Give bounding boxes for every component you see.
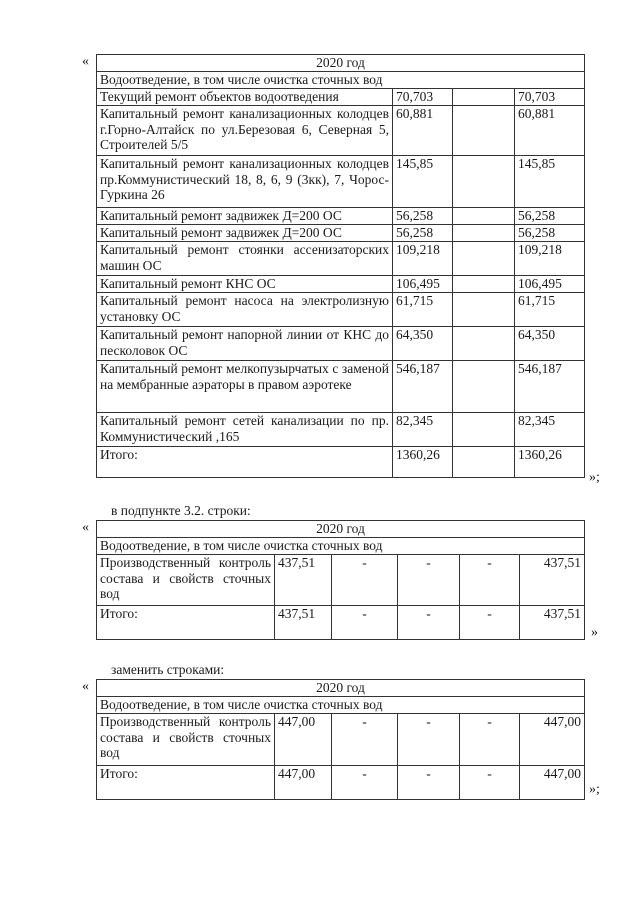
total-value: 437,51 (520, 606, 585, 640)
row-value: 447,00 (520, 714, 585, 766)
row-value: 70,703 (393, 89, 453, 106)
close-quote: » (591, 625, 598, 640)
row-dash: - (332, 555, 398, 606)
table-row (97, 413, 585, 447)
row-value: 70,703 (515, 89, 585, 106)
total-value: 1360,26 (515, 447, 585, 478)
row-dash: - (398, 766, 460, 800)
row-empty (453, 327, 515, 361)
row-dash: - (460, 766, 520, 800)
row-empty (453, 225, 515, 242)
row-dash: - (460, 606, 520, 640)
open-quote: « (82, 679, 89, 694)
row-dash: - (398, 555, 460, 606)
row-value: 64,350 (393, 327, 453, 361)
table-row (97, 361, 585, 413)
row-value: 109,218 (393, 242, 453, 276)
table-2020-main (96, 54, 585, 478)
row-desc: Капитальный ремонт сетей канализации по пр. Коммунистический ,165 (97, 413, 393, 447)
section-title: Водоотведение, в том числе очистка сточных вод (97, 697, 585, 714)
total-row (97, 447, 585, 478)
table-row (97, 208, 585, 225)
row-value: 109,218 (515, 242, 585, 276)
table-row (97, 293, 585, 327)
total-value: 447,00 (275, 766, 332, 800)
section-title: Водоотведение, в том числе очистка сточных вод (97, 538, 585, 555)
row-value: 64,350 (515, 327, 585, 361)
row-empty (453, 106, 515, 156)
row-value: 437,51 (520, 555, 585, 606)
row-desc: Капитальный ремонт канализационных колодцев пр.Коммунистический 18, 8, 6, 9 (3кк), 7, Чорос-Гуркина 26 (97, 156, 393, 208)
row-value: 61,715 (515, 293, 585, 327)
total-label: Итого: (97, 606, 275, 640)
row-dash: - (398, 714, 460, 766)
table-row (97, 89, 585, 106)
row-dash: - (460, 714, 520, 766)
row-value: 82,345 (393, 413, 453, 447)
table-row (97, 156, 585, 208)
row-dash: - (398, 606, 460, 640)
table-row (97, 276, 585, 293)
row-value: 145,85 (393, 156, 453, 208)
row-value: 61,715 (393, 293, 453, 327)
row-desc: Капитальный ремонт мелкопузырчатых с заменой на мембранные аэраторы в правом аэротеке (97, 361, 393, 413)
row-empty (453, 447, 515, 478)
row-desc: Капитальный ремонт задвижек Д=200 ОС (97, 208, 393, 225)
row-empty (453, 242, 515, 276)
table-2020-old-rows (96, 520, 585, 640)
row-desc: Капитальный ремонт напорной линии от КНС до песколовок ОС (97, 327, 393, 361)
row-value: 106,495 (515, 276, 585, 293)
table-2020-new-rows (96, 679, 585, 800)
row-value: 82,345 (515, 413, 585, 447)
table-header: 2020 год (97, 680, 585, 697)
table-header: 2020 год (97, 55, 585, 72)
total-label: Итого: (97, 447, 393, 478)
total-label: Итого: (97, 766, 275, 800)
total-value: 437,51 (275, 606, 332, 640)
total-value: 1360,26 (393, 447, 453, 478)
total-row (97, 606, 585, 640)
row-value: 145,85 (515, 156, 585, 208)
row-empty (453, 89, 515, 106)
row-value: 546,187 (393, 361, 453, 413)
table-row (97, 242, 585, 276)
row-desc: Текущий ремонт объектов водоотведения (97, 89, 393, 106)
table-row (97, 225, 585, 242)
row-empty (453, 361, 515, 413)
row-value: 56,258 (393, 208, 453, 225)
row-desc: Капитальный ремонт насоса на электролизную установку ОС (97, 293, 393, 327)
row-desc: Капитальный ремонт задвижек Д=200 ОС (97, 225, 393, 242)
row-value: 106,495 (393, 276, 453, 293)
row-value: 437,51 (275, 555, 332, 606)
table-row (97, 106, 585, 156)
open-quote: « (82, 54, 89, 69)
row-value: 447,00 (275, 714, 332, 766)
close-quote: »; (589, 470, 600, 485)
row-empty (453, 276, 515, 293)
row-empty (453, 208, 515, 225)
row-desc: Капитальный ремонт КНС ОС (97, 276, 393, 293)
row-dash: - (332, 606, 398, 640)
row-dash: - (460, 555, 520, 606)
table-row (97, 714, 585, 766)
row-empty (453, 293, 515, 327)
row-value: 56,258 (393, 225, 453, 242)
open-quote: « (82, 520, 89, 535)
total-value: 447,00 (520, 766, 585, 800)
table-header: 2020 год (97, 521, 585, 538)
row-value: 546,187 (515, 361, 585, 413)
row-desc: Производственный контроль состава и свойств сточных вод (97, 555, 275, 606)
row-value: 60,881 (393, 106, 453, 156)
row-empty (453, 156, 515, 208)
row-value: 60,881 (515, 106, 585, 156)
row-desc: Капитальный ремонт канализационных колодцев г.Горно-Алтайск по ул.Березовая 6, Северная 5, Строителей 5/5 (97, 106, 393, 156)
row-dash: - (332, 714, 398, 766)
paragraph-intro-replace-from: в подпункте 3.2. строки: (111, 503, 251, 518)
row-value: 56,258 (515, 225, 585, 242)
section-title: Водоотведение, в том числе очистка сточных вод (97, 72, 585, 89)
row-empty (453, 413, 515, 447)
paragraph-intro-replace-with: заменить строками: (111, 662, 225, 677)
total-row (97, 766, 585, 800)
close-quote: »; (589, 782, 600, 797)
row-value: 56,258 (515, 208, 585, 225)
row-desc: Производственный контроль состава и свойств сточных вод (97, 714, 275, 766)
row-dash: - (332, 766, 398, 800)
table-row (97, 327, 585, 361)
table-row (97, 555, 585, 606)
row-desc: Капитальный ремонт стоянки ассенизаторских машин ОС (97, 242, 393, 276)
